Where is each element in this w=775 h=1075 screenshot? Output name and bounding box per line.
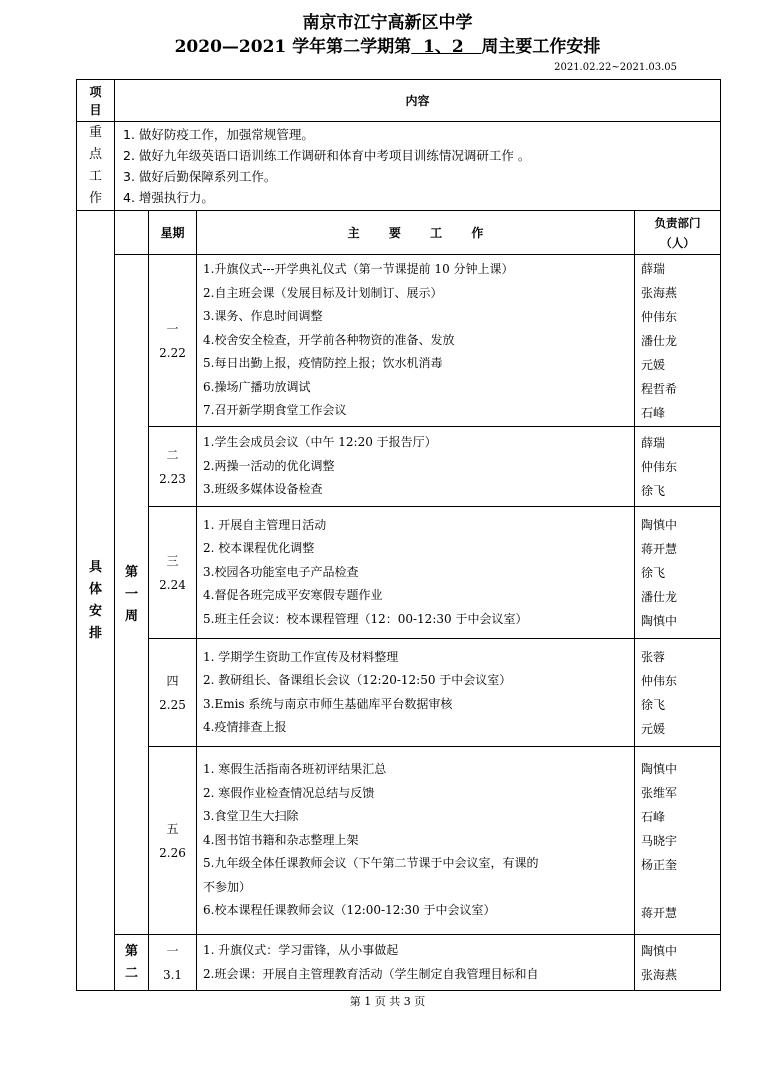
task-item: 5.九年级全体任课教师会议（下午第二节课于中会议室，有课的 bbox=[203, 856, 539, 871]
week1-label-char: 周 bbox=[124, 608, 138, 624]
day-cell bbox=[149, 507, 197, 639]
task-item: 4.图书馆书籍和杂志整理上架 bbox=[203, 832, 359, 847]
people-cell bbox=[635, 639, 721, 747]
task-item: 1. 开展自主管理日活动 bbox=[203, 517, 327, 532]
col-dept-label: 负责部门 bbox=[654, 215, 701, 230]
detail-label-char: 具 bbox=[88, 559, 102, 575]
day-cell bbox=[149, 935, 197, 991]
focus-item: 3. 做好后勤保障系列工作。 bbox=[123, 169, 277, 184]
day-name: 四 bbox=[166, 673, 179, 688]
task-item: 5.每日出勤上报，疫情防控上报；饮水机消毒 bbox=[203, 356, 443, 371]
task-item: 3.课务、作息时间调整 bbox=[203, 309, 323, 324]
focus-item: 4. 增强执行力。 bbox=[123, 190, 214, 205]
day-cell bbox=[149, 427, 197, 507]
task-cell bbox=[197, 747, 635, 935]
task-item: 1.学生会成员会议（中午 12:20 于报告厅） bbox=[203, 435, 437, 450]
task-cell bbox=[197, 935, 635, 991]
person-item: 仲伟东 bbox=[641, 309, 678, 324]
detail-label bbox=[77, 211, 115, 991]
day-name: 二 bbox=[166, 447, 179, 462]
person-item: 仲伟东 bbox=[641, 459, 678, 474]
person-item: 仲伟东 bbox=[641, 673, 678, 688]
col-item-header: 项目 bbox=[77, 80, 115, 122]
day-date: 3.1 bbox=[162, 967, 183, 982]
focus-label-char: 工 bbox=[88, 169, 102, 184]
person-item: 张维军 bbox=[641, 785, 678, 800]
task-cell bbox=[197, 507, 635, 639]
task-item: 2. 寒假作业检查情况总结与反馈 bbox=[203, 785, 375, 800]
task-item: 1.升旗仪式---开学典礼仪式（第一节课提前 10 分钟上课） bbox=[203, 262, 514, 277]
person-item: 石峰 bbox=[641, 809, 666, 824]
day-cell bbox=[149, 255, 197, 427]
focus-row bbox=[77, 122, 721, 211]
people-cell bbox=[635, 427, 721, 507]
detail-label-char: 体 bbox=[88, 581, 102, 597]
detail-label-char: 排 bbox=[88, 625, 102, 641]
detail-header-row bbox=[77, 211, 721, 255]
person-item: 薛瑞 bbox=[641, 261, 666, 276]
day-name: 五 bbox=[166, 821, 179, 836]
focus-label-char: 重 bbox=[88, 125, 102, 140]
person-item: 陶慎中 bbox=[641, 517, 678, 532]
page-footer: 第 1 页 共 3 页 bbox=[349, 995, 426, 1008]
header-row bbox=[77, 80, 721, 122]
day-date: 2.26 bbox=[159, 845, 186, 860]
day-cell bbox=[149, 639, 197, 747]
person-item bbox=[635, 877, 720, 901]
school-title: 南京市江宁高新区中学 bbox=[302, 13, 473, 33]
col-day-header: 星期 bbox=[149, 211, 197, 255]
day-cell bbox=[149, 747, 197, 935]
person-item: 陶慎中 bbox=[641, 943, 678, 958]
schedule-table bbox=[76, 79, 721, 991]
people-cell bbox=[635, 507, 721, 639]
week2-label-char: 第 bbox=[124, 943, 138, 959]
document-title bbox=[0, 32, 775, 57]
col-content-header: 内容 bbox=[115, 80, 721, 122]
col-dept-header bbox=[635, 211, 721, 255]
people-cell bbox=[635, 747, 721, 935]
day-name: 一 bbox=[166, 321, 179, 336]
people-cell bbox=[635, 935, 721, 991]
task-item: 2. 校本课程优化调整 bbox=[203, 541, 315, 556]
person-item: 元媛 bbox=[641, 721, 666, 736]
task-item: 不参加） bbox=[203, 879, 252, 894]
person-item: 徐飞 bbox=[641, 483, 666, 498]
title-prefix: 2020—2021 学年第二学期第 bbox=[174, 37, 412, 57]
task-item: 6.操场广播功放调试 bbox=[203, 379, 311, 394]
person-item: 马晓宇 bbox=[641, 833, 678, 848]
col-dept-label2: （人） bbox=[660, 235, 695, 250]
day-date: 2.24 bbox=[159, 577, 186, 592]
day-row bbox=[77, 427, 721, 507]
person-item: 蒋开慧 bbox=[641, 541, 678, 556]
person-item: 潘仕龙 bbox=[641, 589, 678, 604]
person-item: 徐飞 bbox=[641, 697, 666, 712]
task-item: 5.班主任会议：校本课程管理（12：00-12:30 于中会议室） bbox=[203, 611, 528, 626]
title-weeks: 1、2 bbox=[411, 37, 482, 57]
task-item: 1. 寒假生活指南各班初评结果汇总 bbox=[203, 762, 387, 777]
day-date: 2.25 bbox=[159, 697, 186, 712]
week-blank bbox=[115, 211, 149, 255]
person-item: 元媛 bbox=[641, 357, 666, 372]
week1-label bbox=[115, 255, 149, 935]
day-date: 2.23 bbox=[159, 471, 186, 486]
person-item: 潘仕龙 bbox=[641, 333, 678, 348]
task-item: 2.自主班会课（发展目标及计划制订、展示） bbox=[203, 285, 443, 300]
person-item: 张蓉 bbox=[641, 649, 666, 664]
task-item: 2.班会课：开展自主管理教育活动（学生制定自我管理目标和自 bbox=[203, 966, 539, 981]
day-name: 一 bbox=[166, 943, 179, 958]
focus-label-char: 点 bbox=[88, 147, 102, 162]
week2-label-char: 二 bbox=[124, 965, 138, 981]
day-row bbox=[77, 639, 721, 747]
day-row bbox=[77, 747, 721, 935]
person-item: 陶慎中 bbox=[641, 613, 678, 628]
person-item: 石峰 bbox=[641, 405, 666, 420]
day-row bbox=[77, 507, 721, 639]
day-row bbox=[77, 935, 721, 991]
task-item: 4.督促各班完成平安寒假专题作业 bbox=[203, 588, 383, 603]
person-item: 张海燕 bbox=[641, 285, 678, 300]
task-item: 1. 升旗仪式：学习雷锋，从小事做起 bbox=[203, 943, 399, 957]
task-item: 3.校园各功能室电子产品检查 bbox=[203, 564, 359, 579]
task-item: 3.班级多媒体设备检查 bbox=[203, 482, 323, 497]
detail-label-char: 安 bbox=[88, 603, 102, 619]
person-item: 杨正奎 bbox=[641, 857, 678, 872]
person-item: 薛瑞 bbox=[641, 435, 666, 450]
task-item: 3.食堂卫生大扫除 bbox=[203, 809, 299, 824]
week1-label-char: 一 bbox=[124, 586, 138, 602]
task-item: 3.Emis 系统与南京市师生基础库平台数据审核 bbox=[203, 696, 453, 711]
task-cell bbox=[197, 427, 635, 507]
week1-label-char: 第 bbox=[124, 564, 138, 580]
task-item: 2.两操一活动的优化调整 bbox=[203, 458, 335, 473]
task-item: 1. 学期学生资助工作宣传及材料整理 bbox=[203, 649, 399, 664]
task-cell bbox=[197, 255, 635, 427]
person-item: 徐飞 bbox=[641, 565, 666, 580]
date-range: 2021.02.22~2021.03.05 bbox=[554, 62, 677, 73]
focus-list bbox=[115, 122, 721, 211]
task-cell bbox=[197, 639, 635, 747]
task-item: 2. 教研组长、备课组长会议（12:20-12:50 于中会议室） bbox=[203, 673, 512, 687]
task-item: 6.校本课程任课教师会议（12:00-12:30 于中会议室） bbox=[203, 903, 496, 918]
day-row bbox=[77, 255, 721, 427]
person-item: 陶慎中 bbox=[641, 761, 678, 776]
title-suffix: 周主要工作安排 bbox=[481, 37, 601, 57]
focus-label-char: 作 bbox=[88, 191, 102, 206]
people-cell bbox=[635, 255, 721, 427]
person-item: 蒋开慧 bbox=[641, 905, 678, 920]
task-item: 4.疫情排查上报 bbox=[203, 720, 287, 734]
day-name: 三 bbox=[166, 553, 179, 568]
day-date: 2.22 bbox=[159, 345, 186, 360]
focus-item: 2. 做好九年级英语口语训练工作调研和体育中考项目训练情况调研工作 。 bbox=[123, 148, 531, 163]
task-item: 4.校舍安全检查，开学前各种物资的准备、发放 bbox=[203, 332, 455, 347]
person-item: 程哲希 bbox=[641, 381, 678, 396]
focus-label bbox=[77, 122, 115, 211]
task-item: 7.召开新学期食堂工作会议 bbox=[203, 403, 347, 418]
week2-label bbox=[115, 935, 149, 991]
col-work-header: 主 要 工 作 bbox=[197, 211, 635, 255]
focus-item: 1. 做好防疫工作，加强常规管理。 bbox=[123, 127, 314, 142]
person-item: 张海燕 bbox=[641, 967, 678, 982]
